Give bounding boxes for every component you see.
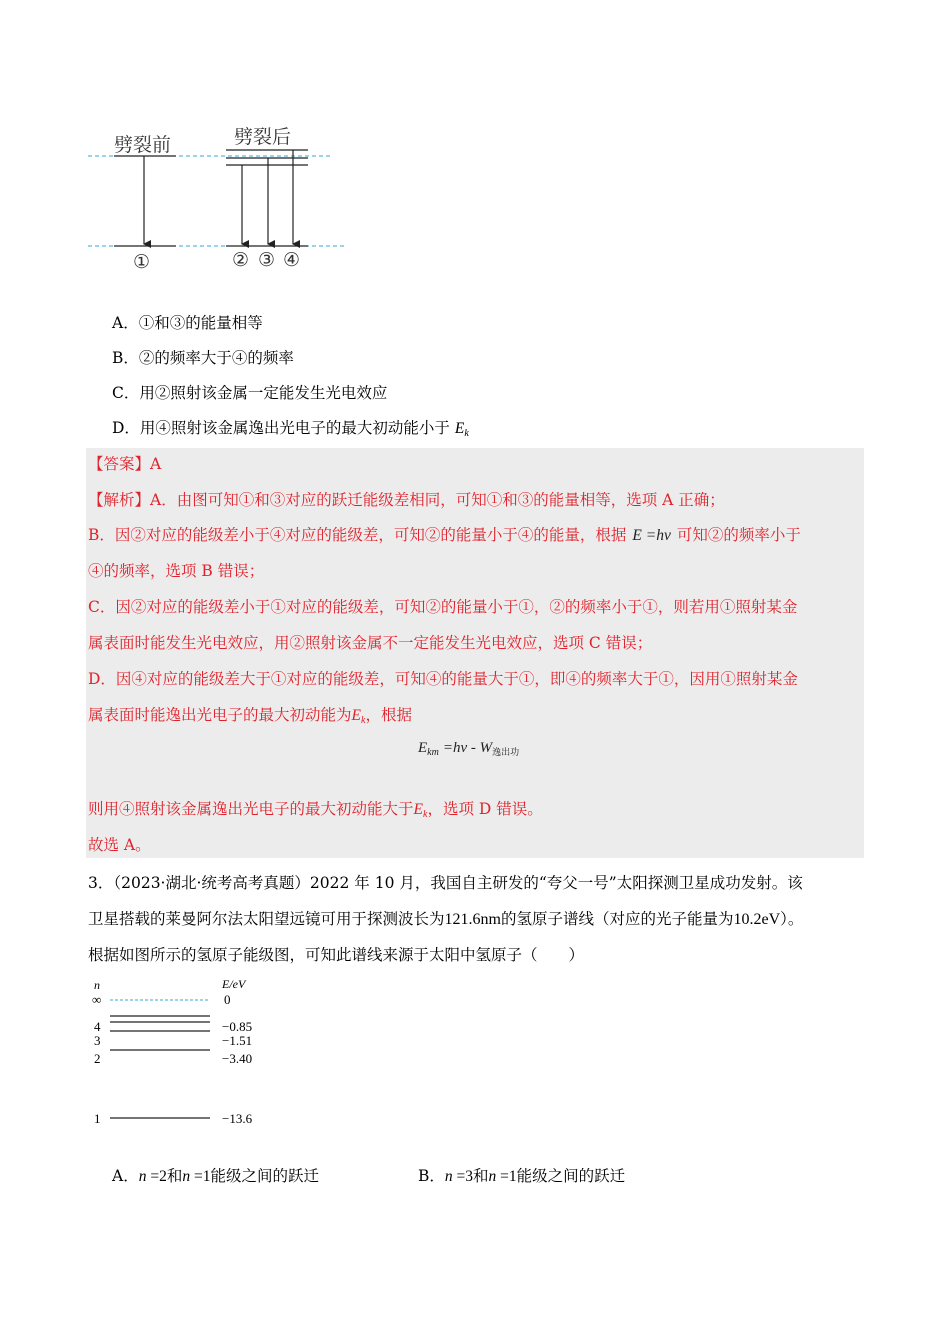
q3-option-b-eq2: =1 [496, 1168, 517, 1185]
level-e-1: −13.6 [222, 1111, 253, 1126]
level-n-inf: ∞ [92, 992, 102, 1007]
q3-line-1: 3．（2023·湖北·统考高考真题）2022 年 10 月，我国自主研发的“夸父一号”太阳探测卫星成功发射。该 [88, 874, 803, 892]
ek-symbol-2: E [413, 801, 423, 818]
energy-level-lines [100, 990, 230, 1130]
analysis-text-1: A．由图可知①和③对应的跃迁能级差相同，可知①和③的能量相等，选项 A 正确； [150, 491, 725, 509]
q3-text-2b: 的氢原子谱线（对应的光子能量为 [500, 910, 734, 928]
q3-text-2a: 卫星搭载的莱曼阿尔法太阳望远镜可用于探测波长为 [88, 910, 445, 928]
axis-e-label [222, 977, 245, 992]
q3-wavelength: 121.6nm [444, 911, 501, 928]
mark-1: ① [133, 251, 151, 273]
analysis-text-8b: ，选项 D 错误。 [427, 800, 543, 818]
axis-e-text: E/eV [222, 977, 246, 991]
analysis-line-4: C．因②对应的能级差小于①对应的能级差，可知②的能量小于①，②的频率小于①，则若用①照射某金 [88, 598, 798, 616]
mark-4: ④ [283, 249, 301, 271]
level-e-2: −3.40 [222, 1051, 253, 1066]
answer-tag: 【答案】 [88, 455, 151, 473]
axis-n-label: n [94, 978, 100, 992]
formula-work-function-sub: 逸出功 [492, 747, 520, 757]
ek-subscript-2: k [422, 809, 428, 820]
analysis-line-7 [88, 705, 412, 731]
formula-ekm-mid: =hν - W [442, 740, 493, 756]
level-e-inf: 0 [224, 992, 231, 1007]
q3-option-b [418, 1166, 625, 1187]
level-n-2: 2 [94, 1051, 101, 1066]
q3-option-a-n1: n [138, 1168, 147, 1185]
analysis-line-1 [88, 490, 725, 510]
q3-option-b-eq1: =3 [452, 1168, 474, 1185]
analysis-text-8a: 则用④照射该金属逸出光电子的最大初动能大于 [88, 800, 414, 818]
mark-2: ② [232, 249, 250, 271]
option-a: A．①和③的能量相等 [112, 314, 263, 332]
option-b: B．②的频率大于④的频率 [112, 349, 294, 367]
q3-energy: 10.2eV [733, 911, 781, 928]
analysis-text-2b: 可知②的频率小于 [676, 526, 801, 544]
q3-option-a [112, 1166, 319, 1187]
analysis-tag: 【解析】 [88, 491, 151, 509]
answer-value: A [150, 455, 162, 473]
analysis-line-3: ④的频率，选项 B 错误； [88, 562, 265, 580]
q3-option-b-text: 能级之间的跃迁 [516, 1167, 626, 1185]
q3-line-3: 根据如图所示的氢原子能级图，可知此谱线来源于太阳中氢原子（ ） [88, 946, 585, 964]
q3-option-a-eq1: =2 [146, 1168, 167, 1185]
analysis-text-7b: ，根据 [365, 706, 412, 724]
option-d [112, 418, 469, 444]
label-before-split: 劈裂前 [114, 134, 172, 156]
q3-text-2c: ）。 [780, 910, 804, 928]
formula-ekm [418, 740, 519, 758]
formula-ekm-sub: km [427, 747, 439, 758]
ek-symbol: E [351, 707, 361, 724]
q3-option-a-and: 和 [166, 1167, 183, 1185]
analysis-line-5: 属表面时能发生光电效应，用②照射该金属不一定能发生光电效应，选项 C 错误； [88, 634, 653, 652]
analysis-line-2 [88, 525, 801, 546]
option-d-symbol: E [454, 420, 465, 437]
formula-e-hv: E =hν [632, 527, 671, 544]
ek-subscript: k [360, 715, 366, 726]
analysis-text-2a: B．因②对应的能级差小于④对应的能级差，可知②的能量小于④的能量，根据 [88, 526, 627, 544]
level-n-1: 1 [94, 1111, 101, 1126]
analysis-line-9: 故选 A。 [88, 836, 151, 854]
analysis-text-7a: 属表面时能逸出光电子的最大初动能为 [88, 706, 352, 724]
q3-option-b-n1: n [444, 1168, 453, 1185]
q3-line-2 [88, 909, 803, 930]
formula-ekm-e: E [418, 740, 428, 756]
option-d-text: D．用④照射该金属逸出光电子的最大初动能小于 [112, 419, 455, 437]
q3-option-b-and: 和 [473, 1167, 489, 1185]
q3-option-b-n2: n [488, 1168, 497, 1185]
option-c: C．用②照射该金属一定能发生光电效应 [112, 384, 388, 402]
analysis-line-8 [88, 799, 543, 825]
label-after-split: 劈裂后 [234, 126, 292, 148]
q3-option-a-n2: n [182, 1168, 191, 1185]
level-e-4: −0.85 [222, 1019, 253, 1034]
mark-3: ③ [258, 249, 276, 271]
q3-option-a-prefix: A． [112, 1167, 139, 1185]
option-d-subscript: k [464, 428, 469, 439]
level-n-4: 4 [94, 1019, 101, 1034]
level-e-3: −1.51 [222, 1033, 253, 1048]
answer-line [88, 454, 161, 474]
q3-option-a-text: 能级之间的跃迁 [210, 1167, 319, 1185]
q3-option-a-eq2: =1 [190, 1168, 211, 1185]
analysis-line-6: D．因④对应的能级差大于①对应的能级差，可知④的能量大于①，即④的频率大于①，因用①照射某金 [88, 670, 798, 688]
level-n-3: 3 [94, 1033, 101, 1048]
q3-option-b-prefix: B． [418, 1167, 445, 1185]
